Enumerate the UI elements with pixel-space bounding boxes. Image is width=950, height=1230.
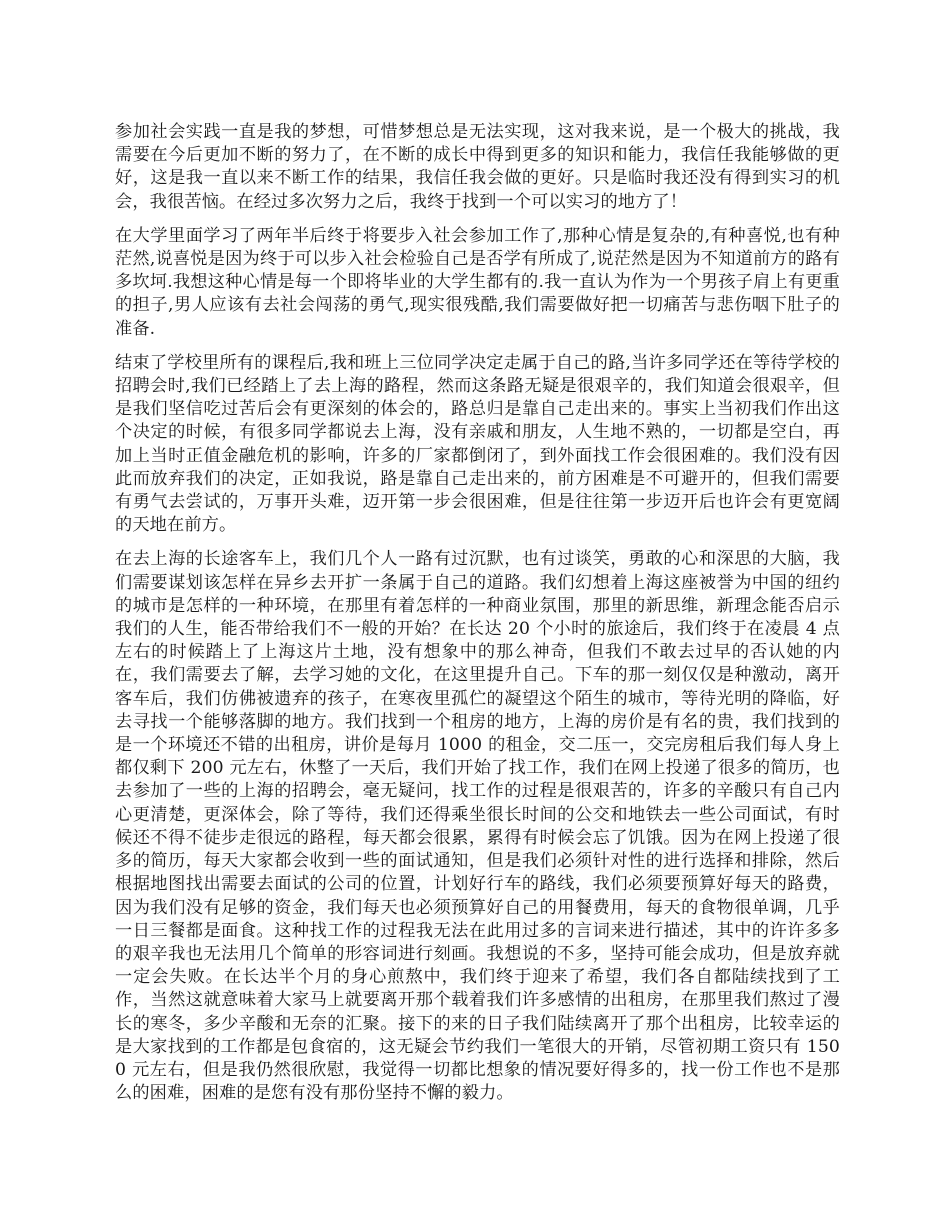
paragraph-3: 结束了学校里所有的课程后,我和班上三位同学决定走属于自己的路,当许多同学还在等待学校的招聘会时,我们已经踏上了去上海的路程，然而这条路无疑是很艰辛的，我们知道会很艰辛，但是我们坚信吃过苦后会有更深刻的体会的，路总归是靠自己走出来的。事实上当初我们作出这个决定的时候，有很多同学都说去上海，没有亲戚和朋友，人生地不熟的，一切都是空白，再加上当时正值金融危机的影响，许多的厂家都倒闭了，到外面找工作会很困难的。我们没有因此而放弃我们的决定，正如我说，路是靠自己走出来的，前方困难是不可避开的，但我们需要有勇气去尝试的，万事开头难，迈开第一步会很困难，但是往往第一步迈开后也许会有更宽阔的天地在前方。 xyxy=(115,352,840,536)
document-body xyxy=(115,121,840,1116)
paragraph-1: 参加社会实践一直是我的梦想，可惜梦想总是无法实现，这对我来说，是一个极大的挑战，我需要在今后更加不断的努力了，在不断的成长中得到更多的知识和能力，我信任我能够做的更好，这是我一直以来不断工作的结果，我信任我会做的更好。只是临时我还没有得到实习的机会，我很苦恼。在经过多次努力之后，我终于找到一个可以实习的地方了！ xyxy=(115,122,840,212)
paragraph-2: 在大学里面学习了两年半后终于将要步入社会参加工作了,那种心情是复杂的,有种喜悦,也有种茫然,说喜悦是因为终于可以步入社会检验自己是否学有所成了,说茫然是因为不知道前方的路有多坎坷.我想这种心情是每一个即将毕业的大学生都有的.我一直认为作为一个男孩子肩上有更重的担子,男人应该有去社会闯荡的勇气,现实很残酷,我们需要做好把一切痛苦与悲伤咽下肚子的准备. xyxy=(115,225,840,339)
paragraph-4: 在去上海的长途客车上，我们几个人一路有过沉默，也有过谈笑，勇敢的心和深思的大脑，我们需要谋划该怎样在异乡去开扩一条属于自己的道路。我们幻想着上海这座被誉为中国的纽约的城市是怎样的一种环境，在那里有着怎样的一种商业氛围，那里的新思维，新理念能否启示我们的人生，能否带给我们不一般的开始？在长达 20 个小时的旅途后，我们终于在凌晨 4 点左右的时候踏上了上海这片土地，没有想象中的那么神奇，但我们不敢去过早的否认她的内在，我们需要去了解，去学习她的文化，在这里提升自己。下车的那一刻仅仅是种激动，离开客车后，我们仿佛被遗弃的孩子，在寒夜里孤伫的凝望这个陌生的城市，等待光明的降临，好去寻找一个能够落脚的地方。我们找到一个租房的地方，上海的房价是有名的贵，我们找到的是一个环境还不错的出租房，讲价是每月 1000 的租金，交二压一，交完房租后我们每人身上都仅剩下 200 元左右，休整了一天后，我们开始了找工作，我们在网上投递了很多的简历，也去参加了一些的上海的招聘会，毫无疑问，找工作的过程是很艰苦的，许多的辛酸只有自己内心更清楚，更深体会，除了等待，我们还得乘坐很长时间的公交和地铁去一些公司面试，有时候还不得不徒步走很远的路程，每天都会很累，累得有时候会忘了饥饿。因为在网上投递了很多的简历，每天大家都会收到一些的面试通知，但是我们必须针对性的进行选择和排除，然后根据地图找出需要去面试的公司的位置，计划好行车的路线，我们必须要预算好每天的路费，因为我们没有足够的资金，我们每天也必须预算好自己的用餐费用，每天的食物很单调，几乎一日三餐都是面食。这种找工作的过程我无法在此用过多的言词来进行描述，其中的许许多多的艰辛我也无法用几个简单的形容词进行刻画。我想说的不多，坚持可能会成功，但是放弃就一定会失败。在长达半个月的身心煎熬中，我们终于迎来了希望，我们各自都陆续找到了工作，当然这就意味着大家马上就要离开那个载着我们许多感情的出租房，在那里我们熬过了漫长的寒冬，多少辛酸和无奈的汇聚。接下的来的日子我们陆续离开了那个出租房，比较幸运的是大家找到的工作都是包食宿的，这无疑会节约我们一笔很大的开销，尽管初期工资只有 1500 元左右，但是我仍然很欣慰，我觉得一切都比想象的情况要好得多的，找一份工作也不是那么的困难，困难的是您有没有那份坚持不懈的毅力。 xyxy=(115,549,840,1104)
